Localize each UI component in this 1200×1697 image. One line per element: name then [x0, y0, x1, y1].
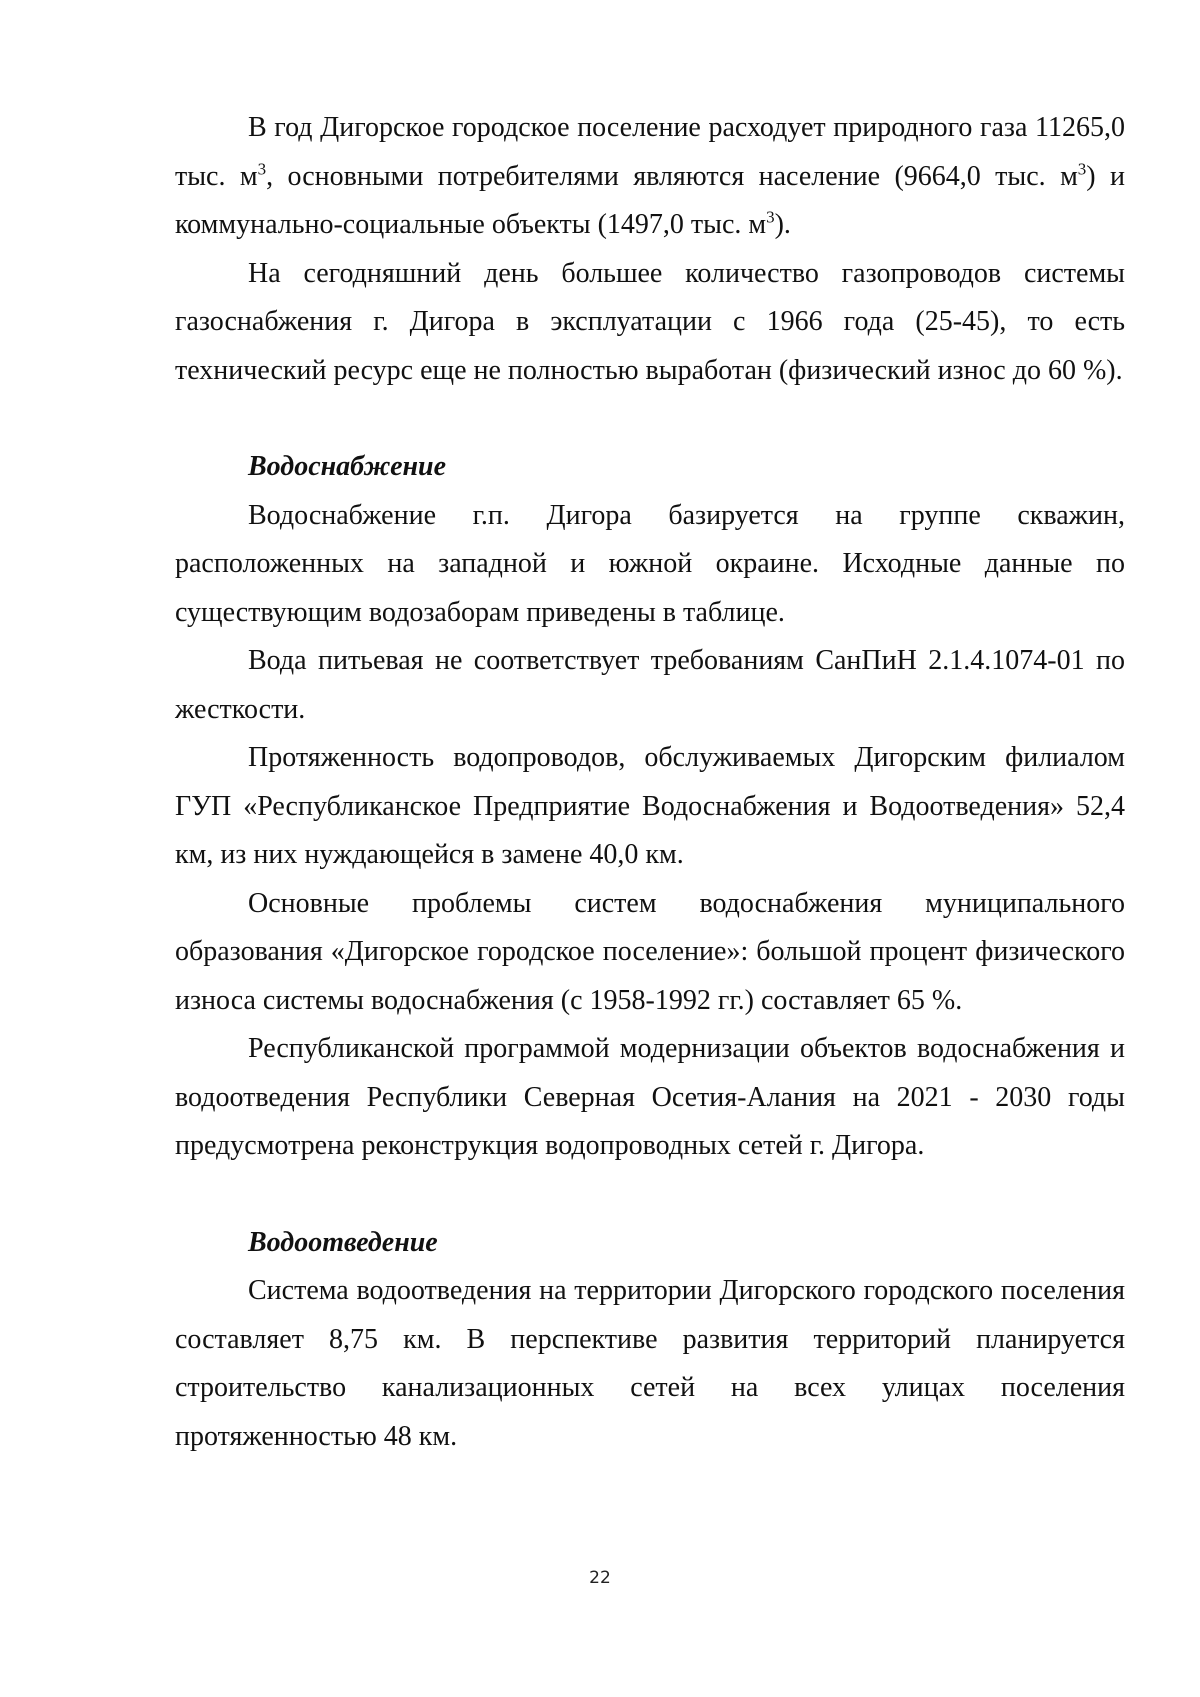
- water-supply-paragraph-4: Основные проблемы систем водоснабжения муниципального образования «Дигорское городское поселение»: большой процент физического износа системы водоснабжения (с 1958-1992 гг.) составляет 65 %.: [175, 887, 1125, 1016]
- superscript-cubic: 3: [257, 159, 267, 179]
- water-supply-paragraph-1: Водоснабжение г.п. Дигора базируется на группе скважин, расположенных на западной и южной окраине. Исходные данные по существующим водозаборам приведены в таблице.: [175, 499, 1125, 628]
- water-supply-paragraph-2: Вода питьевая не соответствует требованиям СанПиН 2.1.4.1074-01 по жесткости.: [175, 645, 1125, 725]
- gas-text-part-1: В год Дигорское городское поселение расходует природного газа 11265,0 тыс. м: [175, 112, 1125, 192]
- wastewater-paragraph-1: Система водоотведения на территории Дигорского городского поселения составляет 8,75 км. В перспективе развития территорий планируется строительство канализационных сетей на всех улицах поселения протяженностью 48 км.: [175, 1275, 1125, 1452]
- water-supply-paragraph-3: Протяженность водопроводов, обслуживаемых Дигорским филиалом ГУП «Республиканское Предприятие Водоснабжения и Водоотведения» 52,4 км, из них нуждающейся в замене 40,0 км.: [175, 742, 1125, 870]
- gas-text-part-4: ).: [774, 209, 791, 240]
- superscript-cubic: 3: [766, 207, 775, 227]
- superscript-cubic: 3: [1077, 159, 1087, 179]
- wastewater-heading: Водоотведение: [248, 1226, 438, 1258]
- document-page: [175, 104, 1125, 1461]
- water-supply-heading: Водоснабжение: [248, 451, 447, 482]
- gas-text-part-3: ) и коммунально-социальные объекты (1497,0 тыс. м: [175, 160, 1126, 240]
- water-supply-paragraph-5: Республиканской программой модернизации объектов водоснабжения и водоотведения Республики Северная Осетия-Алания на 2021 - 2030 годы предусмотрена реконструкция водопроводных сетей г. Дигора.: [175, 1033, 1125, 1161]
- page-number: 22: [589, 1568, 611, 1588]
- gas-consumption-paragraph: [175, 104, 1125, 250]
- gas-text-part-2: , основными потребителями являются население (9664,0 тыс. м: [266, 160, 1078, 192]
- gas-pipeline-paragraph: На сегодняшний день большее количество газопроводов системы газоснабжения г. Дигора в эксплуатации с 1966 года (25-45), то есть технический ресурс еще не полностью выработан (физический износ до 60 %).: [175, 257, 1125, 386]
